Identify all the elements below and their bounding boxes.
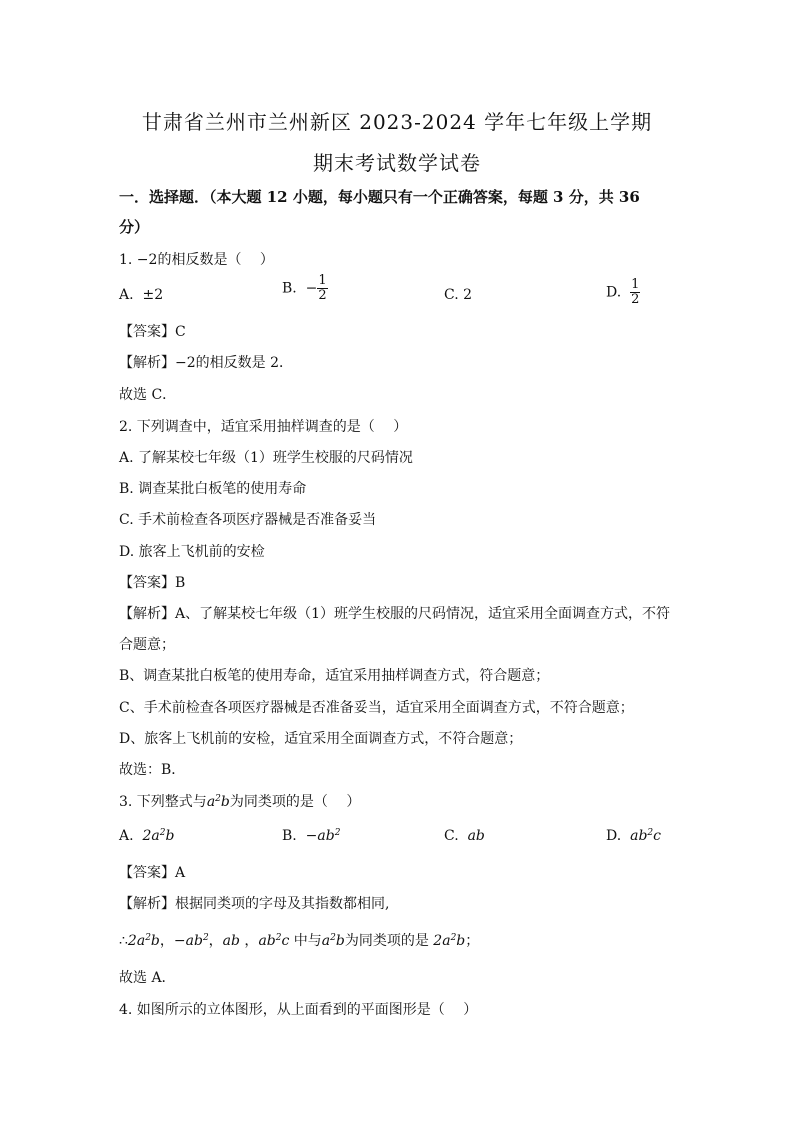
q3-option-d: D. $ab^2c$ <box>606 828 661 844</box>
q1-option-b-fraction: $\frac{1}{2}$ <box>318 273 327 303</box>
q2-stem: 2. 下列调查中，适宜采用抽样调查的是（ ） <box>119 419 408 435</box>
q2-answer: 【答案】B <box>119 575 186 591</box>
page-subtitle: 期末考试数学试卷 <box>313 151 481 175</box>
section-heading: 一．选择题．（本大题 12 小题，每小题只有一个正确答案，每题 3 分，共 36 <box>119 188 640 206</box>
q3-option-b: B. $-ab^2$ <box>282 828 341 844</box>
q3-option-c: C. ab <box>444 828 485 844</box>
q2-option-b: B. 调查某批白板笔的使用寿命 <box>119 481 307 497</box>
q3-option-a: A. $2a^2b$ <box>119 828 175 844</box>
q3-derivation: $\therefore 2a^2b$，$-ab^2$，ab ，$ab^2c$ 中与$a^2b$为同类项的是 $2a^2b$； <box>119 933 480 949</box>
q1-option-a: A. ±2 <box>119 287 164 303</box>
q2-option-d: D. 旅客上飞机前的安检 <box>119 544 265 560</box>
q3-conclusion: 故选 A． <box>119 970 176 986</box>
q1-option-c: C. 2 <box>444 287 473 303</box>
q3-analysis: 【解析】根据同类项的字母及其指数都相同, <box>119 896 390 912</box>
q2-analysis-d: D、旅客上飞机前的安检，适宜采用全面调查方式，不符合题意； <box>119 731 523 747</box>
q1-option-d-fraction: $\frac{1}{2}$ <box>631 277 640 307</box>
q2-option-a: A. 了解某校七年级（1）班学生校服的尺码情况 <box>119 450 413 466</box>
q2-analysis-c: C、手术前检查各项医疗器械是否准备妥当，适宜采用全面调查方式，不符合题意； <box>119 700 634 716</box>
q1-analysis: 【解析】−2的相反数是 2． <box>119 355 293 371</box>
q2-analysis-cont: 合题意； <box>119 637 175 653</box>
q2-analysis-b: B、调查某批白板笔的使用寿命，适宜采用抽样调查方式，符合题意； <box>119 668 550 684</box>
q1-answer: 【答案】C <box>119 324 186 340</box>
q1-stem: 1. −2的相反数是（ ） <box>119 252 274 268</box>
page-title: 甘肃省兰州市兰州新区 2023-2024 学年七年级上学期 <box>141 110 653 134</box>
q2-option-c: C. 手术前检查各项医疗器械是否准备妥当 <box>119 512 377 528</box>
q2-analysis: 【解析】A、了解某校七年级（1）班学生校服的尺码情况，适宜采用全面调查方式，不符 <box>119 606 671 622</box>
section-heading-cont: 分） <box>119 218 150 236</box>
q1-option-d: D. $\frac{1}{2}$ <box>606 277 640 307</box>
q1-conclusion: 故选 C． <box>119 387 177 403</box>
q3-stem: 3. 下列整式与$a^2b$为同类项的是（ ） <box>119 794 361 810</box>
q2-conclusion: 故选：B． <box>119 762 186 778</box>
q4-stem: 4. 如图所示的立体图形，从上面看到的平面图形是（ ） <box>119 1002 478 1018</box>
q1-option-b: B. − $\frac{1}{2}$ <box>282 273 327 303</box>
q3-answer: 【答案】A <box>119 865 186 881</box>
